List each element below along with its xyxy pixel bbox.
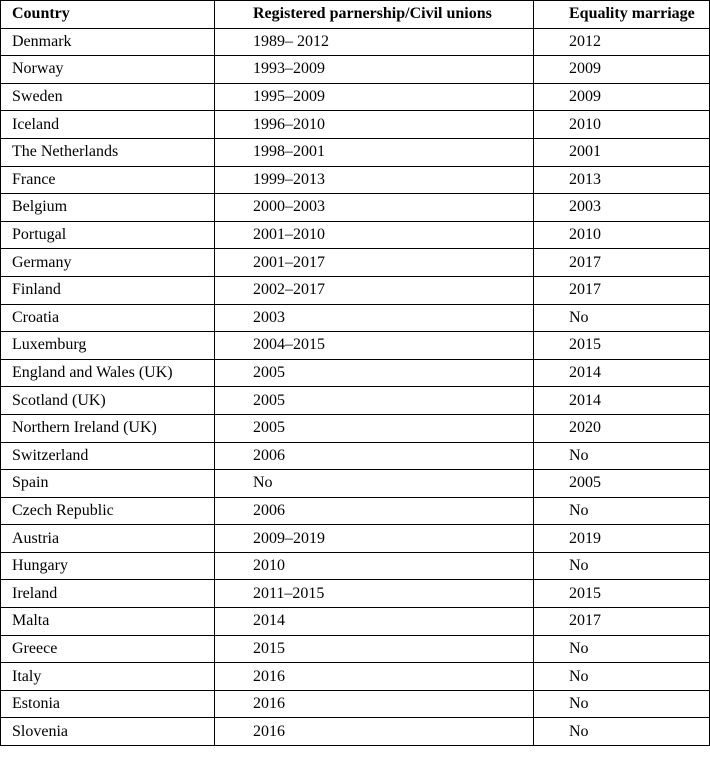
cell-equality-marriage: 2010 xyxy=(534,221,710,249)
cell-civil-unions: 2001–2010 xyxy=(215,221,534,249)
cell-country: Croatia xyxy=(1,304,215,332)
cell-civil-unions: 2001–2017 xyxy=(215,249,534,277)
cell-country: Hungary xyxy=(1,552,215,580)
cell-equality-marriage: 2010 xyxy=(534,111,710,139)
table-row xyxy=(1,442,710,470)
cell-country: England and Wales (UK) xyxy=(1,359,215,387)
cell-civil-unions: 1993–2009 xyxy=(215,56,534,84)
cell-civil-unions: 2005 xyxy=(215,387,534,415)
cell-country: Austria xyxy=(1,525,215,553)
table-row xyxy=(1,690,710,718)
cell-country: Greece xyxy=(1,635,215,663)
cell-equality-marriage: 2005 xyxy=(534,470,710,498)
table-row xyxy=(1,525,710,553)
cell-equality-marriage: 2003 xyxy=(534,194,710,222)
cell-equality-marriage: 2019 xyxy=(534,525,710,553)
cell-equality-marriage: 2012 xyxy=(534,28,710,56)
table-row xyxy=(1,608,710,636)
cell-country: Portugal xyxy=(1,221,215,249)
cell-equality-marriage: No xyxy=(534,497,710,525)
cell-equality-marriage: 2020 xyxy=(534,414,710,442)
table-row xyxy=(1,83,710,111)
table-row xyxy=(1,387,710,415)
table-row xyxy=(1,28,710,56)
cell-equality-marriage: 2015 xyxy=(534,580,710,608)
table-row xyxy=(1,304,710,332)
cell-civil-unions: No xyxy=(215,470,534,498)
cell-country: Scotland (UK) xyxy=(1,387,215,415)
cell-country: Iceland xyxy=(1,111,215,139)
cell-country: The Netherlands xyxy=(1,138,215,166)
cell-civil-unions: 2005 xyxy=(215,359,534,387)
table-body xyxy=(1,28,710,745)
table-row xyxy=(1,580,710,608)
cell-civil-unions: 1998–2001 xyxy=(215,138,534,166)
cell-civil-unions: 2006 xyxy=(215,497,534,525)
cell-civil-unions: 2006 xyxy=(215,442,534,470)
cell-civil-unions: 2016 xyxy=(215,690,534,718)
cell-country: Finland xyxy=(1,276,215,304)
table-row xyxy=(1,111,710,139)
cell-country: Luxemburg xyxy=(1,332,215,360)
cell-country: Germany xyxy=(1,249,215,277)
cell-country: Ireland xyxy=(1,580,215,608)
table-row xyxy=(1,276,710,304)
table-row xyxy=(1,221,710,249)
cell-civil-unions: 2000–2003 xyxy=(215,194,534,222)
cell-country: Belgium xyxy=(1,194,215,222)
cell-country: Switzerland xyxy=(1,442,215,470)
cell-equality-marriage: 2017 xyxy=(534,249,710,277)
table-row xyxy=(1,497,710,525)
table-row xyxy=(1,138,710,166)
header-row xyxy=(1,1,710,29)
table-row xyxy=(1,332,710,360)
table-row xyxy=(1,718,710,746)
cell-equality-marriage: No xyxy=(534,552,710,580)
table-row xyxy=(1,166,710,194)
cell-equality-marriage: 2014 xyxy=(534,387,710,415)
cell-civil-unions: 2004–2015 xyxy=(215,332,534,360)
header-country: Country xyxy=(1,1,215,29)
cell-country: Czech Republic xyxy=(1,497,215,525)
table-row xyxy=(1,249,710,277)
cell-equality-marriage: 2001 xyxy=(534,138,710,166)
cell-civil-unions: 2009–2019 xyxy=(215,525,534,553)
cell-equality-marriage: 2015 xyxy=(534,332,710,360)
cell-country: Northern Ireland (UK) xyxy=(1,414,215,442)
cell-equality-marriage: No xyxy=(534,663,710,691)
table-row xyxy=(1,552,710,580)
cell-equality-marriage: 2014 xyxy=(534,359,710,387)
cell-equality-marriage: 2013 xyxy=(534,166,710,194)
table-row xyxy=(1,635,710,663)
table-row xyxy=(1,470,710,498)
cell-equality-marriage: No xyxy=(534,304,710,332)
cell-civil-unions: 2016 xyxy=(215,718,534,746)
cell-civil-unions: 2016 xyxy=(215,663,534,691)
cell-civil-unions: 1989– 2012 xyxy=(215,28,534,56)
cell-civil-unions: 1999–2013 xyxy=(215,166,534,194)
cell-civil-unions: 1996–2010 xyxy=(215,111,534,139)
cell-civil-unions: 2014 xyxy=(215,608,534,636)
cell-equality-marriage: No xyxy=(534,690,710,718)
cell-country: Spain xyxy=(1,470,215,498)
cell-equality-marriage: 2017 xyxy=(534,276,710,304)
cell-equality-marriage: 2009 xyxy=(534,56,710,84)
cell-equality-marriage: No xyxy=(534,442,710,470)
cell-equality-marriage: No xyxy=(534,635,710,663)
cell-civil-unions: 1995–2009 xyxy=(215,83,534,111)
cell-civil-unions: 2003 xyxy=(215,304,534,332)
table-row xyxy=(1,194,710,222)
table-header xyxy=(1,1,710,29)
cell-country: Slovenia xyxy=(1,718,215,746)
cell-country: Norway xyxy=(1,56,215,84)
cell-country: Malta xyxy=(1,608,215,636)
cell-civil-unions: 2015 xyxy=(215,635,534,663)
cell-equality-marriage: No xyxy=(534,718,710,746)
table-row xyxy=(1,359,710,387)
cell-equality-marriage: 2017 xyxy=(534,608,710,636)
cell-civil-unions: 2010 xyxy=(215,552,534,580)
header-civil-unions: Registered parnership/Civil unions xyxy=(215,1,534,29)
cell-civil-unions: 2002–2017 xyxy=(215,276,534,304)
cell-country: France xyxy=(1,166,215,194)
cell-equality-marriage: 2009 xyxy=(534,83,710,111)
header-equality-marriage: Equality marriage xyxy=(534,1,710,29)
cell-country: Denmark xyxy=(1,28,215,56)
table-row xyxy=(1,414,710,442)
table-row xyxy=(1,56,710,84)
cell-country: Estonia xyxy=(1,690,215,718)
cell-civil-unions: 2005 xyxy=(215,414,534,442)
cell-civil-unions: 2011–2015 xyxy=(215,580,534,608)
cell-country: Sweden xyxy=(1,83,215,111)
cell-country: Italy xyxy=(1,663,215,691)
table-row xyxy=(1,663,710,691)
